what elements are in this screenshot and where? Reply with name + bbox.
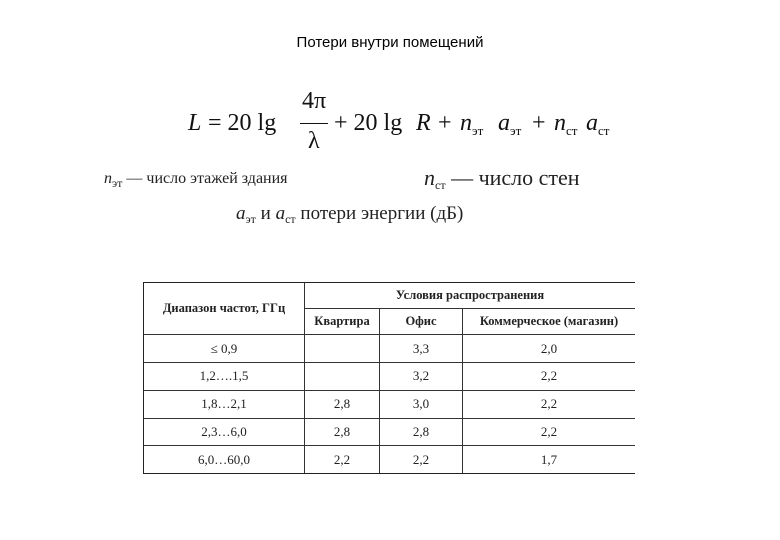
cell-apartment: 2,8 [305,418,380,446]
cell-commercial: 2,2 [463,362,636,390]
definition-walls [424,165,580,193]
formula-n-floors [460,110,483,139]
header-office: Офис [380,308,463,334]
attenuation-table [144,283,635,473]
formula-a-floors-sub: эт [510,123,522,138]
attenuation-table-wrapper [143,282,635,474]
loss-text: потери энергии (дБ) [300,203,464,224]
cell-apartment [305,335,380,363]
cell-commercial: 2,2 [463,390,636,418]
formula-plus2: + [532,110,546,136]
cell-office: 3,2 [380,362,463,390]
cell-range: ≤ 0,9 [144,335,305,363]
cell-apartment [305,362,380,390]
formula-a-floors [498,110,521,139]
floors-text: — число этажей здания [126,170,288,187]
formula-plus1: + [438,110,452,136]
walls-sub: ст [435,178,446,192]
walls-text: –– число стен [451,165,580,190]
cell-commercial: 1,7 [463,446,636,473]
formula-n-floors-sub: эт [472,123,484,138]
floors-var: n [104,170,112,187]
floors-sub: эт [112,176,123,190]
cell-office: 2,2 [380,446,463,473]
definition-loss [236,203,463,227]
loss-sub2: ст [285,212,296,226]
cell-commercial: 2,0 [463,335,636,363]
header-apartment: Квартира [305,308,380,334]
table-row [144,390,635,418]
header-commercial: Коммерческое (магазин) [463,308,636,334]
formula-a-walls [586,110,609,139]
formula-term2: + 20 lg [334,110,403,136]
cell-range: 2,3…6,0 [144,418,305,446]
formula-n-floors-var: n [460,110,472,136]
formula-n-walls [554,110,577,139]
formula-a-walls-var: a [586,110,598,136]
fraction-line [300,123,328,124]
page-title: Потери внутри помещений [296,34,484,51]
formula-a-walls-sub: ст [598,123,610,138]
table-row [144,446,635,473]
formula-r: R [416,110,431,136]
loss-sub1: эт [245,212,256,226]
cell-apartment: 2,2 [305,446,380,473]
cell-range: 1,2….1,5 [144,362,305,390]
cell-apartment: 2,8 [305,390,380,418]
cell-range: 1,8…2,1 [144,390,305,418]
formula-a-floors-var: a [498,110,510,136]
formula-n-walls-sub: ст [566,123,578,138]
walls-var: n [424,165,435,190]
loss-var2: a [275,203,286,224]
cell-office: 2,8 [380,418,463,446]
header-propagation-conditions: Условия распространения [305,283,636,308]
table-row [144,418,635,446]
table-row [144,335,635,363]
definition-floors [104,170,288,191]
formula-n-walls-var: n [554,110,566,136]
table-header-row-1 [144,283,635,308]
formula-lhs: L [188,110,202,136]
cell-range: 6,0…60,0 [144,446,305,473]
cell-office: 3,3 [380,335,463,363]
path-loss-formula [188,88,628,168]
formula-denominator: λ [308,128,320,154]
formula-numerator: 4π [302,88,327,114]
table-row [144,362,635,390]
cell-commercial: 2,2 [463,418,636,446]
loss-var1: a [236,203,246,224]
loss-and: и [260,203,271,224]
cell-office: 3,0 [380,390,463,418]
formula-term1: = 20 lg [208,110,277,136]
header-frequency-range: Диапазон частот, ГГц [144,283,305,335]
